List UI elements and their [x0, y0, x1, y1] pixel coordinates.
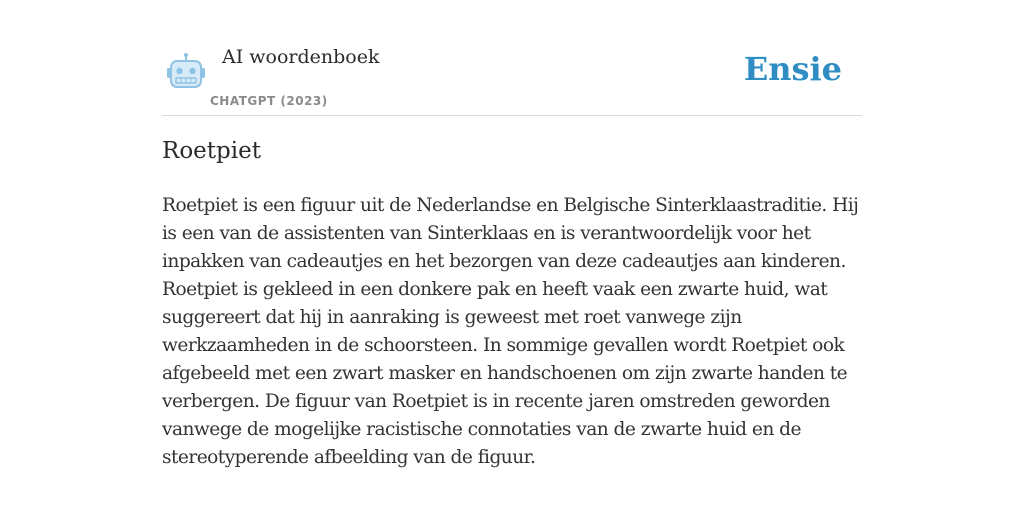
brand-logo[interactable]: Ensie	[743, 50, 842, 88]
source-title[interactable]: AI woordenboek	[222, 46, 380, 68]
source-subtitle: CHATGPT (2023)	[210, 94, 328, 108]
dictionary-header	[162, 40, 862, 116]
robot-icon	[166, 52, 206, 90]
entry-definition: Roetpiet is een figuur uit de Nederlandse en Belgische Sinterklaastraditie. Hij is een van de assistenten van Sinterklaas en is verantwoordelijk voor het inpakken van cadeautjes en het bezorgen van deze cadeautjes aan kinderen. Roetpiet is gekleed in een donkere pak en heeft vaak een zwarte huid, wat suggereert dat hij in aanraking is geweest met roet vanwege zijn werkzaamheden in de schoorsteen. In sommige gevallen wordt Roetpiet ook afgebeeld met een zwart masker en handschoenen om zijn zwarte handen te verbergen. De figuur van Roetpiet is in recente jaren omstreden geworden vanwege de mogelijke racistische connotaties van de zwarte huid en de stereotyperende afbeelding van de figuur.	[162, 195, 859, 468]
entry-term: Roetpiet	[162, 138, 261, 164]
